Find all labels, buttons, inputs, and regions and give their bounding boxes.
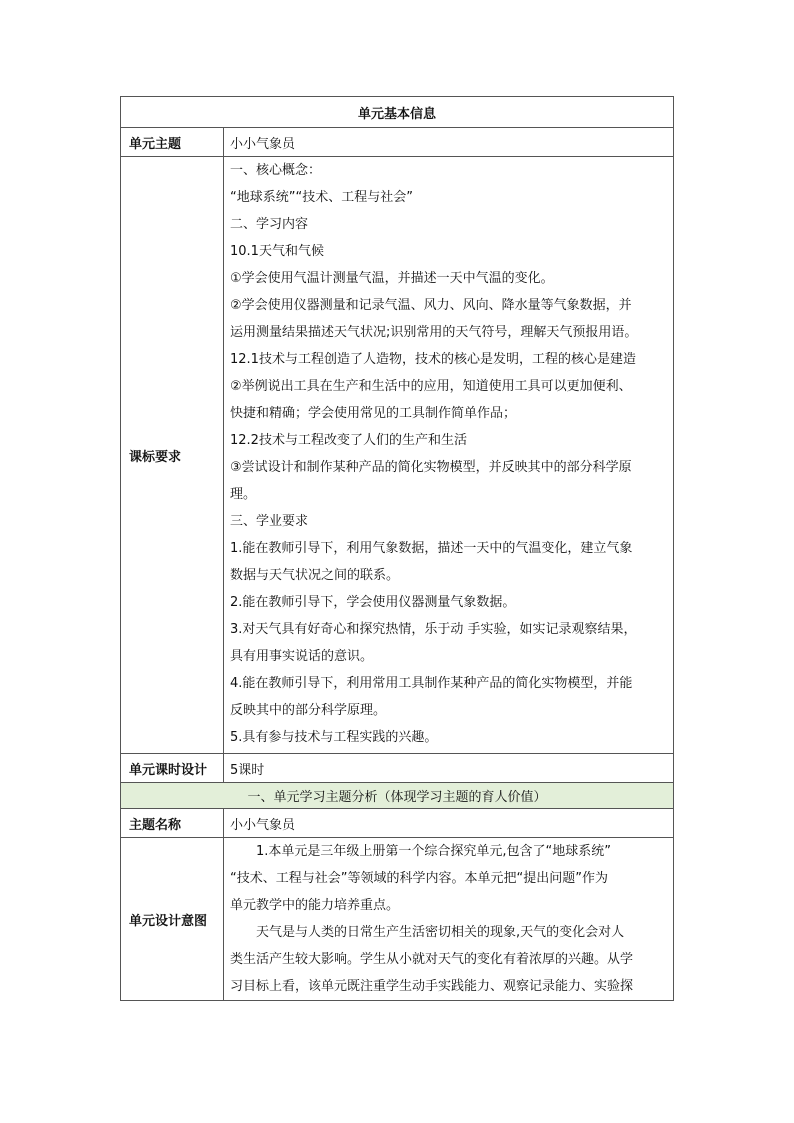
standards-line: 3.对天气具有好奇心和探究热情，乐于动 手实验，如实记录观察结果，	[230, 622, 637, 637]
intent-line: 类生活产生较大影响。学生从小就对天气的变化有着浓厚的兴趣。从学	[230, 952, 634, 967]
standards-line: ③尝试设计和制作某种产品的简化实物模型，并反映其中的部分科学原	[230, 460, 632, 475]
standards-line: ②学会使用仪器测量和记录气温、风力、风向、降水量等气象数据，并	[230, 298, 632, 313]
standards-line: 具有用事实说话的意识。	[230, 649, 374, 664]
unit-info-table	[120, 96, 674, 1001]
intent-label: 单元设计意图	[121, 838, 224, 1001]
topic-value: 小小气象员	[224, 809, 674, 838]
standards-line: 快捷和精确；学会使用常见的工具制作简单作品；	[230, 406, 517, 421]
section-heading: 一、单元学习主题分析（体现学习主题的育人价值）	[121, 783, 674, 809]
standards-content	[224, 157, 674, 754]
intent-line: 1.本单元是三年级上册第一个综合探究单元,包含了“地球系统”	[256, 844, 612, 859]
standards-line: “地球系统”“技术、工程与社会”	[230, 190, 413, 205]
lessons-label: 单元课时设计	[121, 754, 224, 783]
standards-line: ①学会使用气温计测量气温，并描述一天中气温的变化。	[230, 271, 554, 286]
standards-line: 运用测量结果描述天气状况;识别常用的天气符号，理解天气预报用语。	[230, 325, 638, 340]
theme-label: 单元主题	[121, 128, 224, 157]
standards-line: 1.能在教师引导下，利用气象数据，描述一天中的气温变化，建立气象	[230, 541, 633, 556]
standards-line: 反映其中的部分科学原理。	[230, 703, 387, 718]
standards-line: 5.具有参与技术与工程实践的兴趣。	[230, 730, 438, 745]
standards-line: ②举例说出工具在生产和生活中的应用，知道使用工具可以更加便利、	[230, 379, 632, 394]
standards-line: 一、核心概念：	[230, 163, 322, 178]
standards-line: 二、学习内容	[230, 217, 309, 232]
intent-line: “技术、工程与社会”等领域的科学内容。本单元把“提出问题”作为	[230, 871, 608, 886]
intent-line: 习目标上看，该单元既注重学生动手实践能力、观察记录能力、实验探	[230, 979, 634, 994]
standards-line: 10.1天气和气候	[230, 244, 324, 259]
table-title: 单元基本信息	[121, 97, 674, 128]
standards-line: 12.1技术与工程创造了人造物，技术的核心是发明，工程的核心是建造	[230, 352, 636, 367]
standards-line: 12.2技术与工程改变了人们的生产和生活	[230, 433, 467, 448]
intent-line: 天气是与人类的日常生产生活密切相关的现象,天气的变化会对人	[256, 925, 625, 940]
theme-value: 小小气象员	[224, 128, 674, 157]
standards-line: 三、学业要求	[230, 514, 309, 529]
topic-label: 主题名称	[121, 809, 224, 838]
standards-line: 理。	[230, 487, 257, 502]
intent-line: 单元教学中的能力培养重点。	[230, 898, 400, 913]
standards-label: 课标要求	[121, 157, 224, 754]
standards-line: 2.能在教师引导下，学会使用仪器测量气象数据。	[230, 595, 516, 610]
standards-line: 4.能在教师引导下，利用常用工具制作某种产品的简化实物模型，并能	[230, 676, 633, 691]
standards-line: 数据与天气状况之间的联系。	[230, 568, 400, 583]
intent-content	[224, 838, 674, 1001]
lessons-value: 5课时	[224, 754, 674, 783]
